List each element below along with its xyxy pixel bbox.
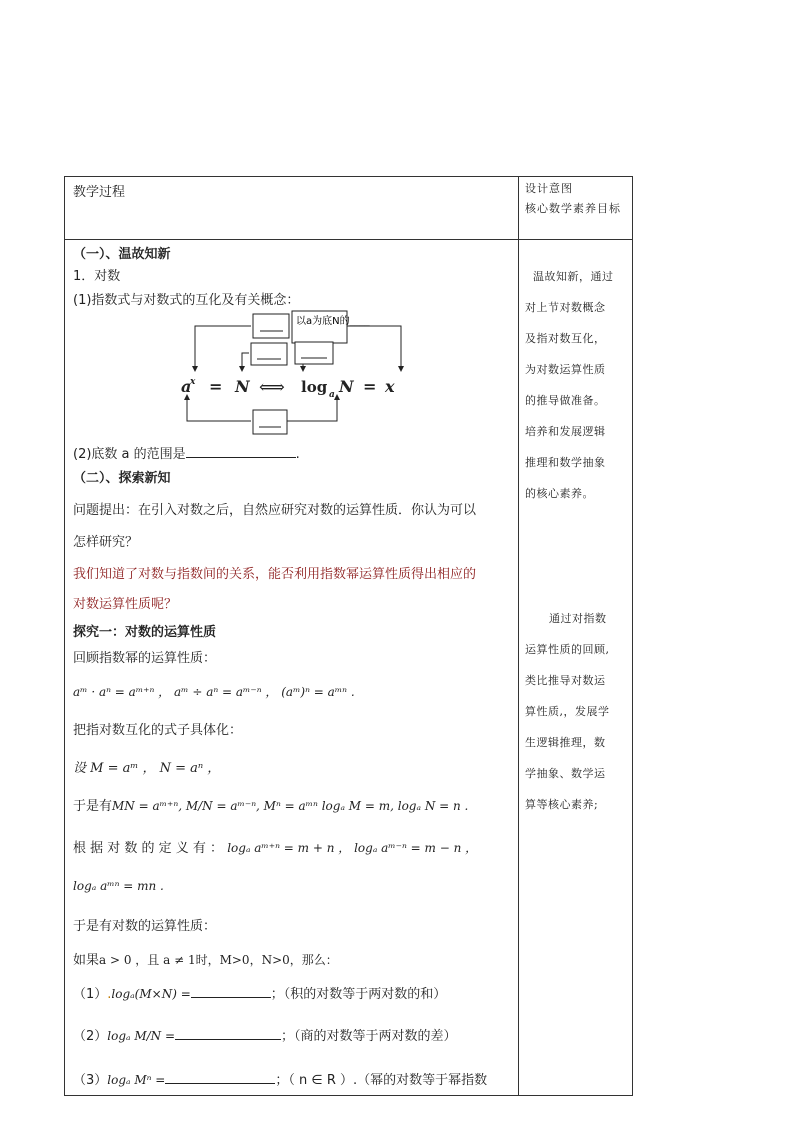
thus-properties: 于是有对数的运算性质：: [73, 919, 217, 934]
lesson-table: [64, 176, 633, 1096]
condition-formula: a > 0 ，且 a ≠ 1时，M>0，N>0，那么：: [99, 953, 338, 967]
note-line: 的推导做准备。: [525, 394, 606, 407]
header-teaching-process: 教学过程: [73, 185, 126, 200]
by-definition-formula-2: logₐ aᵐⁿ = mn .: [73, 879, 164, 893]
label-box-top-right: [292, 311, 371, 343]
formula-x: x: [385, 377, 395, 396]
double-arrow-icon: ⟺: [259, 377, 285, 398]
design-note-2: [525, 603, 629, 820]
note-line: 为对数运算性质: [525, 363, 606, 376]
formula-a-exponent: x: [190, 377, 196, 387]
let-formula: 设 M = aᵐ ， N = aⁿ ，: [73, 761, 221, 776]
header-divider: [65, 239, 632, 240]
base-range-blank: [186, 445, 296, 458]
property-2-formula: logₐ M/N =: [107, 1029, 176, 1043]
property-2-number: （2）: [73, 1029, 108, 1044]
note-line: 推理和数学抽象: [525, 456, 606, 469]
formula-log: log: [301, 378, 328, 396]
formula-log-base: a: [329, 390, 335, 400]
section-explore-title: （二）、探索新知: [73, 471, 171, 486]
note-line: 类比推导对数运: [525, 674, 606, 687]
property-1: [73, 983, 446, 1002]
note-line: 学抽象、数学运: [525, 767, 606, 780]
note-line: 的核心素养。: [525, 487, 594, 500]
property-3-number: （3）: [73, 1073, 108, 1088]
header-design-intent-line2: 核心数学素养目标: [525, 202, 621, 215]
formula-N: N: [235, 377, 250, 396]
header-design-intent-line1: 设计意图: [525, 182, 573, 195]
blank-box-mid-right: [295, 342, 333, 364]
diagram-base-label: 以a为底N的____: [296, 316, 370, 327]
note-line: 对上节对数概念: [525, 301, 606, 314]
header-design-intent: [525, 179, 629, 219]
formula-equals-1: =: [209, 377, 223, 396]
condition-line: [73, 949, 338, 968]
diagram-formula: [181, 377, 395, 400]
property-3-formula: logₐ Mⁿ =: [107, 1073, 166, 1087]
section-review-title: （一）、温故知新: [73, 247, 171, 262]
note-line: 运算性质的回顾,: [525, 643, 610, 656]
exponent-rules-formula: aᵐ · aⁿ = aᵐ⁺ⁿ ， aᵐ ÷ aⁿ = aᵐ⁻ⁿ ， (aᵐ)ⁿ = aᵐⁿ .: [73, 685, 355, 699]
base-range-end: .: [295, 447, 300, 462]
property-2: [73, 1025, 457, 1044]
hence-prefix: 于是有: [73, 799, 113, 814]
formula-N-2: N: [339, 377, 354, 396]
blank-box-bottom: [253, 410, 287, 434]
property-3-blank: [165, 1071, 275, 1084]
property-2-note: ；（商的对数等于两对数的差）: [281, 1029, 457, 1044]
formula-equals-2: =: [363, 377, 377, 396]
note-line: 通过对指数: [549, 612, 607, 625]
question-line-1: 问题提出：在引入对数之后，自然应研究对数的运算性质．你认为可以: [73, 503, 477, 518]
design-note-1: [525, 261, 629, 509]
guide-line-1: 我们知道了对数与指数间的关系，能否利用指数幂运算性质得出相应的: [73, 567, 477, 582]
by-definition-text: 根 据 对 数 的 定 义 有 ：: [73, 841, 224, 856]
note-line: 算等核心素养;: [525, 798, 599, 811]
property-3-note: ；（ n ∈ R ）.（幂的对数等于幂指数: [275, 1073, 488, 1088]
property-1-formula: logₐ(M×N) =: [111, 987, 191, 1001]
hence-formula: MN = aᵐ⁺ⁿ, M/N = aᵐ⁻ⁿ, Mⁿ = aᵐⁿ logₐ M = m, logₐ N = n .: [112, 799, 469, 813]
item-conversion: (1)指数式与对数式的互化及有关概念：: [73, 293, 300, 308]
property-2-blank: [175, 1027, 281, 1040]
blank-box-top-left: [253, 314, 289, 338]
column-divider: [518, 177, 519, 1095]
blank-box-mid-left: [251, 343, 287, 365]
property-3: [73, 1069, 487, 1088]
condition-prefix: 如果: [73, 953, 100, 968]
item-logarithm: 1．对数: [73, 269, 121, 284]
note-line: 温故知新，通过: [533, 270, 614, 283]
guide-line-2: 对数运算性质呢？: [73, 597, 178, 612]
explore-one-title: 探究一：对数的运算性质: [73, 625, 217, 640]
note-line: 培养和发展逻辑: [525, 425, 606, 438]
property-1-note: ；（积的对数等于两对数的和）: [270, 987, 447, 1002]
property-1-dot: .: [107, 987, 112, 1002]
note-line: 生逻辑推理，数: [525, 736, 606, 749]
conversion-diagram: [175, 309, 415, 439]
by-definition-formula: logₐ aᵐ⁺ⁿ = m + n ， logₐ aᵐ⁻ⁿ = m − n ，: [227, 841, 478, 855]
property-1-number: （1）: [73, 987, 108, 1002]
formula-a: a: [181, 377, 192, 396]
hence-line: [73, 795, 468, 814]
base-range-text: (2)底数 a 的范围是: [73, 447, 186, 462]
property-1-blank: [191, 985, 271, 998]
concretize-text: 把指对数互化的式子具体化：: [73, 723, 243, 738]
note-line: 算性质,，发展学: [525, 705, 610, 718]
by-definition-line: [73, 837, 477, 856]
item-base-range: [73, 443, 300, 462]
review-exponent-rules: 回顾指数幂的运算性质：: [73, 651, 217, 666]
question-line-2: 怎样研究？: [73, 535, 139, 550]
note-line: 及指对数互化，: [525, 332, 606, 345]
